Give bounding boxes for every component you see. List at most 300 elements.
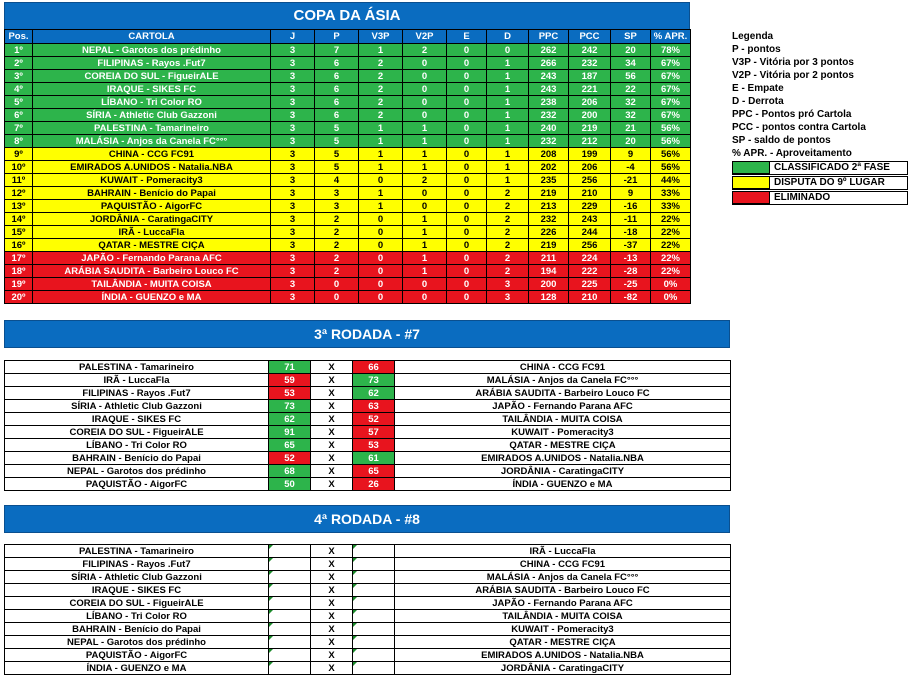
standings-cell-j[interactable]: 3 [271,70,315,83]
standings-cell-apr[interactable]: 56% [651,148,691,161]
standings-cell-e[interactable]: 0 [447,122,487,135]
legend-item[interactable]: PPC - Pontos pró Cartola [732,109,852,120]
home-score[interactable]: 50 [269,478,311,491]
column-header[interactable]: V3P [359,30,403,44]
home-team[interactable]: IRAQUE - SIKES FC [5,584,269,597]
standings-cell-pcc[interactable]: 242 [569,44,611,57]
home-score[interactable] [269,597,311,610]
column-header[interactable]: Pos. [5,30,33,44]
home-team[interactable]: NEPAL - Garotos dos prédinho [5,636,269,649]
standings-cell-sp[interactable]: -13 [611,252,651,265]
standings-cell-v2p[interactable]: 1 [403,226,447,239]
away-score[interactable]: 53 [353,439,395,452]
standings-cell-pos[interactable]: 16º [5,239,33,252]
standings-cell-d[interactable]: 1 [487,96,529,109]
standings-cell-e[interactable]: 0 [447,44,487,57]
standings-cell-pcc[interactable]: 221 [569,83,611,96]
standings-cell-team[interactable]: IRÃ - LuccaFla [33,226,271,239]
standings-cell-sp[interactable]: 9 [611,148,651,161]
standings-cell-team[interactable]: CHINA - CCG FC91 [33,148,271,161]
standings-cell-p[interactable]: 6 [315,70,359,83]
standings-cell-pcc[interactable]: 229 [569,200,611,213]
standings-cell-apr[interactable]: 22% [651,213,691,226]
legend-status-label[interactable]: CLASSIFICADO 2ª FASE [774,162,890,173]
standings-cell-ppc[interactable]: 194 [529,265,569,278]
standings-cell-ppc[interactable]: 262 [529,44,569,57]
away-team[interactable]: CHINA - CCG FC91 [395,361,731,374]
standings-cell-sp[interactable]: -18 [611,226,651,239]
legend-title[interactable]: Legenda [732,31,774,42]
standings-cell-team[interactable]: JORDÂNIA - CaratingaCITY [33,213,271,226]
away-score[interactable] [353,558,395,571]
round-3-banner[interactable]: 3ª RODADA - #7 [4,320,730,348]
versus-separator[interactable]: X [311,465,353,478]
standings-cell-ppc[interactable]: 238 [529,96,569,109]
standings-cell-j[interactable]: 3 [271,148,315,161]
home-team[interactable]: PALESTINA - Tamarineiro [5,361,269,374]
standings-cell-e[interactable]: 0 [447,187,487,200]
standings-cell-p[interactable]: 5 [315,122,359,135]
standings-cell-team[interactable]: BAHRAIN - Benício do Papai [33,187,271,200]
standings-cell-v3p[interactable]: 2 [359,96,403,109]
standings-cell-j[interactable]: 3 [271,174,315,187]
standings-cell-ppc[interactable]: 202 [529,161,569,174]
versus-separator[interactable]: X [311,584,353,597]
standings-cell-v2p[interactable]: 1 [403,161,447,174]
standings-cell-j[interactable]: 3 [271,44,315,57]
away-score[interactable]: 63 [353,400,395,413]
versus-separator[interactable]: X [311,558,353,571]
home-score[interactable] [269,623,311,636]
standings-cell-team[interactable]: ARÁBIA SAUDITA - Barbeiro Louco FC [33,265,271,278]
standings-cell-sp[interactable]: -21 [611,174,651,187]
standings-cell-v2p[interactable]: 1 [403,265,447,278]
home-team[interactable]: FILIPINAS - Rayos .Fut7 [5,387,269,400]
standings-cell-p[interactable]: 2 [315,265,359,278]
away-score[interactable] [353,610,395,623]
column-header[interactable]: J [271,30,315,44]
standings-cell-j[interactable]: 3 [271,200,315,213]
standings-cell-apr[interactable]: 56% [651,122,691,135]
away-team[interactable]: MALÁSIA - Anjos da Canela FC°°° [395,571,731,584]
away-team[interactable]: JORDÂNIA - CaratingaCITY [395,465,731,478]
standings-cell-ppc[interactable]: 200 [529,278,569,291]
column-header[interactable]: PPC [529,30,569,44]
standings-cell-e[interactable]: 0 [447,96,487,109]
standings-cell-pcc[interactable]: 243 [569,213,611,226]
standings-cell-pos[interactable]: 15º [5,226,33,239]
standings-cell-sp[interactable]: 56 [611,70,651,83]
away-team[interactable]: JAPÃO - Fernando Parana AFC [395,597,731,610]
standings-cell-v3p[interactable]: 0 [359,265,403,278]
standings-cell-sp[interactable]: -37 [611,239,651,252]
away-team[interactable]: MALÁSIA - Anjos da Canela FC°°° [395,374,731,387]
standings-cell-sp[interactable]: 21 [611,122,651,135]
home-team[interactable]: PALESTINA - Tamarineiro [5,545,269,558]
standings-cell-pcc[interactable]: 199 [569,148,611,161]
away-team[interactable]: ARÁBIA SAUDITA - Barbeiro Louco FC [395,387,731,400]
versus-separator[interactable]: X [311,545,353,558]
standings-cell-pos[interactable]: 11º [5,174,33,187]
away-team[interactable]: IRÃ - LuccaFla [395,545,731,558]
versus-separator[interactable]: X [311,623,353,636]
away-score[interactable]: 65 [353,465,395,478]
versus-separator[interactable]: X [311,400,353,413]
away-score[interactable] [353,584,395,597]
standings-cell-d[interactable]: 3 [487,291,529,304]
standings-cell-v3p[interactable]: 0 [359,174,403,187]
standings-cell-j[interactable]: 3 [271,226,315,239]
standings-cell-v2p[interactable]: 2 [403,44,447,57]
away-score[interactable] [353,571,395,584]
column-header[interactable]: P [315,30,359,44]
standings-cell-v2p[interactable]: 2 [403,174,447,187]
standings-cell-team[interactable]: PAQUISTÃO - AigorFC [33,200,271,213]
standings-cell-v2p[interactable]: 0 [403,200,447,213]
away-team[interactable]: QATAR - MESTRE CIÇA [395,636,731,649]
versus-separator[interactable]: X [311,662,353,675]
standings-cell-e[interactable]: 0 [447,57,487,70]
home-team[interactable]: PAQUISTÃO - AigorFC [5,478,269,491]
standings-cell-sp[interactable]: -28 [611,265,651,278]
standings-cell-d[interactable]: 1 [487,161,529,174]
standings-cell-pos[interactable]: 6º [5,109,33,122]
standings-cell-ppc[interactable]: 240 [529,122,569,135]
home-score[interactable]: 62 [269,413,311,426]
standings-cell-e[interactable]: 0 [447,226,487,239]
standings-cell-apr[interactable]: 56% [651,135,691,148]
standings-cell-p[interactable]: 2 [315,239,359,252]
standings-cell-v2p[interactable]: 0 [403,187,447,200]
standings-cell-pos[interactable]: 14º [5,213,33,226]
standings-cell-d[interactable]: 1 [487,135,529,148]
home-score[interactable]: 53 [269,387,311,400]
away-score[interactable] [353,649,395,662]
home-team[interactable]: FILIPINAS - Rayos .Fut7 [5,558,269,571]
standings-cell-j[interactable]: 3 [271,122,315,135]
standings-cell-v2p[interactable]: 0 [403,57,447,70]
away-score[interactable]: 57 [353,426,395,439]
standings-cell-j[interactable]: 3 [271,83,315,96]
standings-cell-j[interactable]: 3 [271,135,315,148]
column-header[interactable]: SP [611,30,651,44]
home-score[interactable] [269,610,311,623]
standings-cell-p[interactable]: 3 [315,187,359,200]
standings-cell-pos[interactable]: 10º [5,161,33,174]
standings-cell-v2p[interactable]: 0 [403,83,447,96]
standings-cell-pos[interactable]: 7º [5,122,33,135]
standings-cell-apr[interactable]: 56% [651,161,691,174]
home-score[interactable] [269,558,311,571]
standings-cell-v2p[interactable]: 1 [403,135,447,148]
home-team[interactable]: BAHRAIN - Benício do Papai [5,623,269,636]
standings-cell-team[interactable]: ÍNDIA - GUENZO e MA [33,291,271,304]
standings-cell-sp[interactable]: 20 [611,44,651,57]
standings-cell-d[interactable]: 2 [487,187,529,200]
standings-cell-j[interactable]: 3 [271,161,315,174]
standings-cell-e[interactable]: 0 [447,135,487,148]
standings-cell-team[interactable]: PALESTINA - Tamarineiro [33,122,271,135]
home-team[interactable]: ÍNDIA - GUENZO e MA [5,662,269,675]
standings-cell-pos[interactable]: 20º [5,291,33,304]
column-header[interactable]: D [487,30,529,44]
standings-cell-p[interactable]: 6 [315,96,359,109]
away-team[interactable]: JORDÂNIA - CaratingaCITY [395,662,731,675]
legend-item[interactable]: D - Derrota [732,96,784,107]
standings-cell-apr[interactable]: 67% [651,109,691,122]
legend-item[interactable]: V2P - Vitória por 2 pontos [732,70,854,81]
standings-cell-d[interactable]: 2 [487,226,529,239]
standings-cell-d[interactable]: 2 [487,200,529,213]
standings-cell-pos[interactable]: 4º [5,83,33,96]
away-team[interactable]: CHINA - CCG FC91 [395,558,731,571]
home-team[interactable]: PAQUISTÃO - AigorFC [5,649,269,662]
standings-cell-p[interactable]: 0 [315,278,359,291]
away-score[interactable]: 61 [353,452,395,465]
standings-cell-d[interactable]: 1 [487,83,529,96]
standings-cell-pcc[interactable]: 187 [569,70,611,83]
away-team[interactable]: ARÁBIA SAUDITA - Barbeiro Louco FC [395,584,731,597]
home-team[interactable]: COREIA DO SUL - FigueirALE [5,426,269,439]
standings-cell-pos[interactable]: 3º [5,70,33,83]
page-title[interactable]: COPA DA ÁSIA [4,2,690,30]
standings-cell-v3p[interactable]: 0 [359,239,403,252]
home-score[interactable]: 65 [269,439,311,452]
standings-cell-v2p[interactable]: 1 [403,239,447,252]
away-team[interactable]: ÍNDIA - GUENZO e MA [395,478,731,491]
standings-cell-p[interactable]: 2 [315,252,359,265]
standings-cell-e[interactable]: 0 [447,213,487,226]
standings-cell-j[interactable]: 3 [271,278,315,291]
legend-item[interactable]: E - Empate [732,83,784,94]
standings-cell-v3p[interactable]: 2 [359,70,403,83]
standings-cell-v3p[interactable]: 1 [359,135,403,148]
standings-cell-pos[interactable]: 1º [5,44,33,57]
standings-cell-j[interactable]: 3 [271,109,315,122]
standings-cell-ppc[interactable]: 232 [529,109,569,122]
versus-separator[interactable]: X [311,597,353,610]
home-score[interactable]: 59 [269,374,311,387]
standings-cell-v3p[interactable]: 1 [359,148,403,161]
standings-cell-sp[interactable]: 20 [611,135,651,148]
standings-cell-d[interactable]: 2 [487,213,529,226]
standings-cell-j[interactable]: 3 [271,252,315,265]
home-score[interactable] [269,571,311,584]
standings-cell-apr[interactable]: 22% [651,226,691,239]
column-header[interactable]: % APR. [651,30,691,44]
standings-cell-team[interactable]: COREIA DO SUL - FigueirALE [33,70,271,83]
home-score[interactable] [269,649,311,662]
standings-cell-d[interactable]: 2 [487,252,529,265]
standings-cell-ppc[interactable]: 208 [529,148,569,161]
home-team[interactable]: SÍRIA - Athletic Club Gazzoni [5,400,269,413]
standings-cell-d[interactable]: 1 [487,70,529,83]
standings-cell-p[interactable]: 7 [315,44,359,57]
standings-cell-e[interactable]: 0 [447,148,487,161]
standings-cell-d[interactable]: 3 [487,278,529,291]
standings-cell-p[interactable]: 6 [315,83,359,96]
standings-cell-d[interactable]: 1 [487,109,529,122]
standings-cell-team[interactable]: IRAQUE - SIKES FC [33,83,271,96]
home-team[interactable]: NEPAL - Garotos dos prédinho [5,465,269,478]
away-score[interactable] [353,597,395,610]
standings-cell-v2p[interactable]: 1 [403,148,447,161]
standings-cell-ppc[interactable]: 243 [529,70,569,83]
versus-separator[interactable]: X [311,649,353,662]
standings-cell-d[interactable]: 2 [487,239,529,252]
standings-cell-pos[interactable]: 18º [5,265,33,278]
standings-cell-apr[interactable]: 44% [651,174,691,187]
standings-cell-apr[interactable]: 67% [651,70,691,83]
standings-cell-d[interactable]: 1 [487,148,529,161]
legend-item[interactable]: P - pontos [732,44,781,55]
standings-cell-team[interactable]: SÍRIA - Athletic Club Gazzoni [33,109,271,122]
standings-cell-v2p[interactable]: 0 [403,96,447,109]
standings-cell-apr[interactable]: 33% [651,187,691,200]
standings-cell-pos[interactable]: 5º [5,96,33,109]
standings-cell-team[interactable]: QATAR - MESTRE CIÇA [33,239,271,252]
standings-cell-ppc[interactable]: 232 [529,213,569,226]
home-team[interactable]: BAHRAIN - Benício do Papai [5,452,269,465]
home-score[interactable]: 68 [269,465,311,478]
versus-separator[interactable]: X [311,636,353,649]
legend-status-label[interactable]: DISPUTA DO 9º LUGAR [774,177,885,188]
standings-cell-p[interactable]: 3 [315,200,359,213]
standings-cell-apr[interactable]: 22% [651,239,691,252]
column-header[interactable]: PCC [569,30,611,44]
standings-cell-e[interactable]: 0 [447,278,487,291]
legend-status-label[interactable]: ELIMINADO [774,192,831,203]
away-team[interactable]: EMIRADOS A.UNIDOS - Natalia.NBA [395,649,731,662]
standings-cell-pos[interactable]: 2º [5,57,33,70]
standings-cell-pos[interactable]: 8º [5,135,33,148]
standings-cell-p[interactable]: 6 [315,57,359,70]
standings-cell-e[interactable]: 0 [447,70,487,83]
away-score[interactable]: 73 [353,374,395,387]
standings-cell-d[interactable]: 2 [487,265,529,278]
versus-separator[interactable]: X [311,426,353,439]
standings-cell-j[interactable]: 3 [271,291,315,304]
away-score[interactable] [353,623,395,636]
standings-cell-j[interactable]: 3 [271,57,315,70]
standings-cell-ppc[interactable]: 232 [529,135,569,148]
standings-cell-v2p[interactable]: 0 [403,109,447,122]
round-4-banner[interactable]: 4ª RODADA - #8 [4,505,730,533]
away-score[interactable]: 26 [353,478,395,491]
standings-cell-team[interactable]: NEPAL - Garotos dos prédinho [33,44,271,57]
standings-cell-ppc[interactable]: 128 [529,291,569,304]
standings-cell-j[interactable]: 3 [271,213,315,226]
standings-cell-ppc[interactable]: 219 [529,239,569,252]
away-score[interactable]: 62 [353,387,395,400]
away-score[interactable]: 66 [353,361,395,374]
standings-cell-e[interactable]: 0 [447,200,487,213]
standings-cell-sp[interactable]: 9 [611,187,651,200]
home-score[interactable] [269,636,311,649]
standings-cell-e[interactable]: 0 [447,265,487,278]
standings-cell-apr[interactable]: 0% [651,278,691,291]
home-team[interactable]: SÍRIA - Athletic Club Gazzoni [5,571,269,584]
standings-cell-p[interactable]: 5 [315,148,359,161]
standings-cell-p[interactable]: 2 [315,213,359,226]
standings-cell-sp[interactable]: 34 [611,57,651,70]
standings-cell-ppc[interactable]: 219 [529,187,569,200]
standings-cell-v2p[interactable]: 1 [403,213,447,226]
standings-cell-ppc[interactable]: 266 [529,57,569,70]
away-team[interactable]: QATAR - MESTRE CIÇA [395,439,731,452]
standings-cell-team[interactable]: FILIPINAS - Rayos .Fut7 [33,57,271,70]
standings-cell-v3p[interactable]: 0 [359,252,403,265]
standings-cell-sp[interactable]: 32 [611,96,651,109]
standings-cell-pcc[interactable]: 224 [569,252,611,265]
legend-item[interactable]: % APR. - Aproveitamento [732,148,852,159]
standings-cell-v3p[interactable]: 0 [359,291,403,304]
standings-cell-apr[interactable]: 0% [651,291,691,304]
versus-separator[interactable]: X [311,387,353,400]
standings-cell-sp[interactable]: -4 [611,161,651,174]
standings-cell-pcc[interactable]: 200 [569,109,611,122]
column-header[interactable]: CARTOLA [33,30,271,44]
standings-cell-e[interactable]: 0 [447,174,487,187]
standings-cell-pos[interactable]: 9º [5,148,33,161]
standings-cell-v3p[interactable]: 2 [359,83,403,96]
standings-cell-pos[interactable]: 19º [5,278,33,291]
home-score[interactable]: 52 [269,452,311,465]
standings-cell-pcc[interactable]: 210 [569,291,611,304]
versus-separator[interactable]: X [311,571,353,584]
standings-cell-p[interactable]: 5 [315,135,359,148]
standings-cell-pcc[interactable]: 244 [569,226,611,239]
standings-cell-p[interactable]: 4 [315,174,359,187]
standings-cell-pos[interactable]: 13º [5,200,33,213]
legend-item[interactable]: V3P - Vitória por 3 pontos [732,57,854,68]
standings-cell-apr[interactable]: 33% [651,200,691,213]
standings-cell-team[interactable]: JAPÃO - Fernando Parana AFC [33,252,271,265]
standings-cell-apr[interactable]: 78% [651,44,691,57]
versus-separator[interactable]: X [311,361,353,374]
standings-cell-pcc[interactable]: 210 [569,187,611,200]
column-header[interactable]: E [447,30,487,44]
away-team[interactable]: TAILÂNDIA - MUITA COISA [395,610,731,623]
home-score[interactable]: 71 [269,361,311,374]
standings-cell-team[interactable]: EMIRADOS A.UNIDOS - Natalia.NBA [33,161,271,174]
standings-cell-p[interactable]: 2 [315,226,359,239]
home-score[interactable] [269,662,311,675]
standings-cell-apr[interactable]: 67% [651,57,691,70]
standings-cell-pcc[interactable]: 232 [569,57,611,70]
standings-cell-sp[interactable]: -11 [611,213,651,226]
standings-cell-v2p[interactable]: 0 [403,278,447,291]
standings-cell-ppc[interactable]: 211 [529,252,569,265]
standings-cell-j[interactable]: 3 [271,265,315,278]
standings-cell-team[interactable]: LÍBANO - Tri Color RO [33,96,271,109]
standings-cell-pcc[interactable]: 206 [569,96,611,109]
standings-cell-v2p[interactable]: 0 [403,291,447,304]
standings-cell-d[interactable]: 0 [487,44,529,57]
home-team[interactable]: IRÃ - LuccaFla [5,374,269,387]
standings-cell-v3p[interactable]: 1 [359,161,403,174]
standings-cell-sp[interactable]: 32 [611,109,651,122]
standings-cell-v2p[interactable]: 1 [403,122,447,135]
standings-cell-sp[interactable]: -82 [611,291,651,304]
standings-cell-v3p[interactable]: 1 [359,122,403,135]
standings-cell-j[interactable]: 3 [271,96,315,109]
standings-cell-pos[interactable]: 17º [5,252,33,265]
standings-cell-e[interactable]: 0 [447,291,487,304]
standings-cell-sp[interactable]: -25 [611,278,651,291]
standings-cell-j[interactable]: 3 [271,187,315,200]
standings-cell-ppc[interactable]: 243 [529,83,569,96]
